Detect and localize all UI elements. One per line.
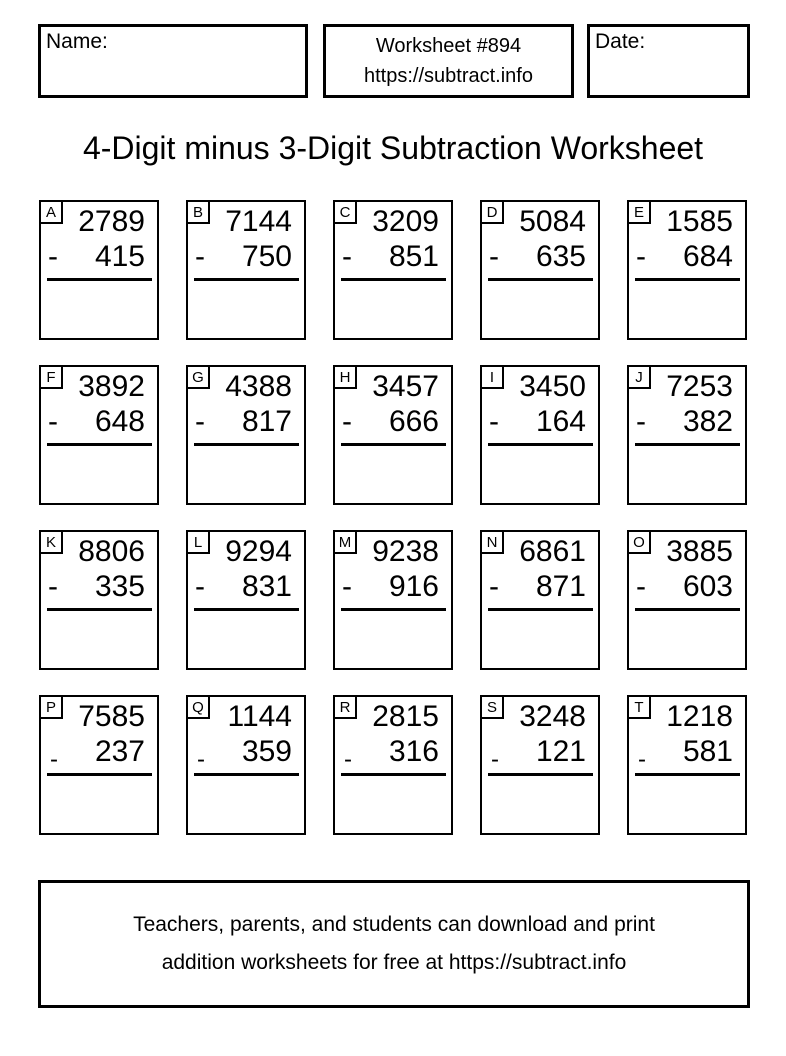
subtrahend-value: 648 — [94, 405, 145, 438]
minus-sign: - — [636, 405, 646, 438]
answer-space — [335, 281, 451, 338]
subtrahend-value: 666 — [388, 405, 439, 438]
subtrahend-value: 635 — [535, 240, 586, 273]
problem-letter-badge: M — [335, 532, 357, 554]
problem-letter-badge: N — [482, 532, 504, 554]
subtrahend-value: 916 — [388, 570, 439, 603]
minuend-value: 8806 — [78, 535, 145, 568]
problem-letter-badge: Q — [188, 697, 210, 719]
date-box — [587, 24, 750, 98]
worksheet-number: Worksheet #894 — [375, 35, 522, 57]
problems-grid — [39, 200, 747, 835]
minuend-value: 3209 — [372, 205, 439, 238]
answer-space — [482, 776, 598, 833]
subtrahend-value: 603 — [682, 570, 733, 603]
subtrahend-value: 237 — [94, 735, 145, 768]
answer-space — [482, 611, 598, 668]
problem-letter-badge: C — [335, 202, 357, 224]
problem-letter-badge: L — [188, 532, 210, 554]
answer-space — [41, 446, 157, 503]
minus-sign: - — [48, 570, 58, 603]
subtrahend-value: 316 — [388, 735, 439, 768]
footer-box — [38, 880, 750, 1008]
minuend-value: 7144 — [225, 205, 292, 238]
subtrahend-value: 359 — [241, 735, 292, 768]
date-label: Date: — [595, 30, 646, 53]
subtrahend-value: 851 — [388, 240, 439, 273]
problem-card-A — [39, 200, 159, 340]
subtrahend-value: 581 — [682, 735, 733, 768]
minus-sign: - — [342, 570, 352, 603]
subtrahend-value: 684 — [682, 240, 733, 273]
minuend-value: 3892 — [78, 370, 145, 403]
problem-card-K — [39, 530, 159, 670]
minuend-value: 1144 — [227, 700, 292, 733]
minuend-value: 9238 — [372, 535, 439, 568]
answer-space — [41, 776, 157, 833]
answer-space — [482, 281, 598, 338]
subtrahend-value: 871 — [535, 570, 586, 603]
subtrahend-value: 415 — [94, 240, 145, 273]
problem-card-I — [480, 365, 600, 505]
minuend-value: 7585 — [78, 700, 145, 733]
problem-card-B — [186, 200, 306, 340]
problem-letter-badge: A — [41, 202, 63, 224]
problem-card-D — [480, 200, 600, 340]
answer-space — [41, 281, 157, 338]
problem-letter-badge: I — [482, 367, 504, 389]
minuend-value: 6861 — [519, 535, 586, 568]
problem-card-R — [333, 695, 453, 835]
problem-letter-badge: F — [41, 367, 63, 389]
problem-card-F — [39, 365, 159, 505]
problem-letter-badge: H — [335, 367, 357, 389]
minuend-value: 2789 — [78, 205, 145, 238]
minus-sign: - — [48, 405, 58, 438]
problem-letter-badge: O — [629, 532, 651, 554]
subtrahend-value: 164 — [535, 405, 586, 438]
problem-card-O — [627, 530, 747, 670]
problem-letter-badge: J — [629, 367, 651, 389]
minuend-value: 3450 — [519, 370, 586, 403]
footer-line1: Teachers, parents, and students can download and print — [133, 913, 655, 936]
problem-letter-badge: B — [188, 202, 210, 224]
problem-card-G — [186, 365, 306, 505]
problem-letter-badge: G — [188, 367, 210, 389]
minus-sign: - — [636, 240, 646, 273]
minus-sign: - — [48, 240, 58, 273]
minus-sign: - — [489, 240, 499, 273]
minuend-value: 4388 — [225, 370, 292, 403]
minus-sign: - — [491, 746, 499, 773]
subtrahend-value: 121 — [535, 735, 586, 768]
minuend-value: 3248 — [519, 700, 586, 733]
problem-letter-badge: P — [41, 697, 63, 719]
problem-card-Q — [186, 695, 306, 835]
minuend-value: 7253 — [666, 370, 733, 403]
minus-sign: - — [636, 570, 646, 603]
minuend-value: 3457 — [372, 370, 439, 403]
minuend-value: 9294 — [225, 535, 292, 568]
problem-card-C — [333, 200, 453, 340]
subtrahend-value: 382 — [682, 405, 733, 438]
problem-card-J — [627, 365, 747, 505]
problem-letter-badge: T — [629, 697, 651, 719]
subtrahend-value: 817 — [241, 405, 292, 438]
minuend-value: 2815 — [372, 700, 439, 733]
problem-card-T — [627, 695, 747, 835]
answer-space — [188, 446, 304, 503]
name-box — [38, 24, 308, 98]
problem-card-S — [480, 695, 600, 835]
worksheet-url: https://subtract.info — [364, 65, 533, 87]
problem-card-E — [627, 200, 747, 340]
answer-space — [629, 611, 745, 668]
answer-space — [629, 281, 745, 338]
minus-sign: - — [342, 240, 352, 273]
answer-space — [335, 776, 451, 833]
problem-card-L — [186, 530, 306, 670]
minuend-value: 1218 — [666, 700, 733, 733]
minuend-value: 1585 — [666, 205, 733, 238]
problem-letter-badge: S — [482, 697, 504, 719]
answer-space — [629, 446, 745, 503]
subtrahend-value: 750 — [241, 240, 292, 273]
answer-space — [188, 776, 304, 833]
minus-sign: - — [638, 746, 646, 773]
answer-space — [335, 611, 451, 668]
problem-card-N — [480, 530, 600, 670]
problem-letter-badge: D — [482, 202, 504, 224]
page-title: 4-Digit minus 3-Digit Subtraction Worksheet — [82, 130, 704, 166]
subtrahend-value: 335 — [94, 570, 145, 603]
footer-line2: addition worksheets for free at https://subtract.info — [161, 951, 627, 974]
minuend-value: 5084 — [519, 205, 586, 238]
minus-sign: - — [195, 570, 205, 603]
problem-letter-badge: R — [335, 697, 357, 719]
answer-space — [188, 611, 304, 668]
answer-space — [335, 446, 451, 503]
worksheet-info-box — [323, 24, 574, 98]
minus-sign: - — [195, 405, 205, 438]
problem-card-H — [333, 365, 453, 505]
answer-space — [629, 776, 745, 833]
minus-sign: - — [50, 746, 58, 773]
name-label: Name: — [46, 30, 108, 53]
problem-letter-badge: K — [41, 532, 63, 554]
minus-sign: - — [489, 405, 499, 438]
minus-sign: - — [342, 405, 352, 438]
minus-sign: - — [344, 746, 352, 773]
answer-space — [482, 446, 598, 503]
minus-sign: - — [195, 240, 205, 273]
subtrahend-value: 831 — [241, 570, 292, 603]
answer-space — [188, 281, 304, 338]
problem-card-M — [333, 530, 453, 670]
minus-sign: - — [197, 746, 205, 773]
minus-sign: - — [489, 570, 499, 603]
problem-letter-badge: E — [629, 202, 651, 224]
minuend-value: 3885 — [666, 535, 733, 568]
problem-card-P — [39, 695, 159, 835]
answer-space — [41, 611, 157, 668]
